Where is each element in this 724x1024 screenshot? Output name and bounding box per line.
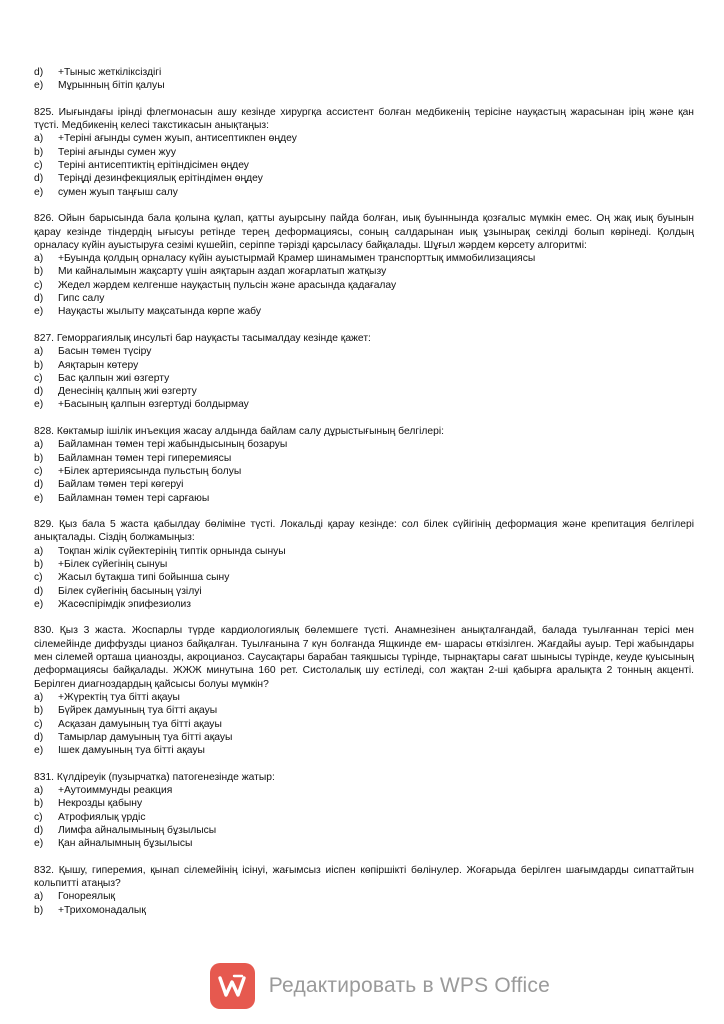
option: d) Байлам төмен тері көгеруі — [34, 479, 184, 491]
option: b) +Білек сүйегінің сынуы — [34, 558, 168, 570]
question-829 — [34, 518, 694, 611]
question-text: 826. Ойын барысында бала қолына құлап, қатты ауырсыну пайда болған, иық буыннында қозғалыс мүмкін емес. Оң жақ иық буынын қарау кезінде тіндердің ығысуы ретінде терең деформациясы, соның салдарынан иық ұзынырақ секілді болып көрінеді. Қолдың орналасу күйін ауыстыруға сезімі күшейіп, серіппе тәрізді қарсыласу байқалады. Шұғыл жәрдем көрсету алгоритмі: — [34, 213, 694, 251]
option: c) Атрофиялық үрдіс — [34, 811, 146, 823]
option: b) Теріні ағынды сумен жуу — [34, 146, 176, 158]
option: e) сумен жуып таңғыш салу — [34, 186, 178, 198]
option: e) Қан айналымның бұзылысы — [34, 838, 193, 850]
option: e) Науқасты жылыту мақсатында көрпе жабу — [34, 306, 262, 318]
question-text: 828. Көктамыр ішілік инъекция жасау алдында байлам салу дұрыстығының белгілері: — [34, 426, 445, 438]
question-text: 830. Қыз 3 жаста. Жоспарлы түрде кардиологиялық бөлемшеге түсті. Анамнезінен анықталғандай, балада туылғаннан терісі мен сілемейінде диффузды цианоз байқалған. Туылғанына 7 күн болғанда Ящкинде ем- шарасы өткізілген. Жағдайы ауыр. Тері жабындары мен сілемей орташа цианозды, акроцианоз. Саусақтары барабан таяқшысы түрінде, тырнақтары сағат шынысы түрінде, кеуде қуысының деформациясы байқалады. ЖЖЖ минутына 160 рет. Систолалық шу естіледі, сол жақтан 2-ші қабырға аралықта 2 тонның акценті. Берілген диагноздардың қайсысы болуы мүмкін? — [34, 625, 694, 690]
question-text: 825. Иығындағы ірінді флегмонасын ашу кезінде хирургқа ассистент болған медбикенің терісіне науқастың жарасынан ірің және қан түсті. Медбикенің келесі такстикасын анықтаңыз: — [34, 106, 694, 132]
option: c) Теріні антисептиктің ерітіндісімен өңдеу — [34, 160, 249, 172]
option: b) Байламнан төмен тері гиперемиясы — [34, 452, 232, 464]
option: a) +Жүректің туа бітті ақауы — [34, 691, 180, 703]
option: e) Байламнан төмен тері сарғаюы — [34, 492, 210, 504]
wps-w-glyph — [217, 971, 247, 1001]
wps-edit-banner[interactable] — [210, 960, 550, 1012]
question-text: 827. Геморрагиялық инсульті бар науқасты тасымалдау кезінде қажет: — [34, 332, 371, 344]
question-828 — [34, 425, 694, 505]
option: c) Асқазан дамуының туа бітті ақауы — [34, 718, 222, 730]
question-text: 831. Күлдіреуік (пузырчатка) патогенезінде жатыр: — [34, 771, 275, 783]
option: b) Аяқтарын көтеру — [34, 359, 139, 371]
option: a) Тоқпан жілік сүйектерінің типтік орнында сынуы — [34, 545, 286, 557]
option: e) Ішек дамуының туа бітті ақауы — [34, 745, 205, 757]
question-830 — [34, 624, 694, 757]
option: d) Теріңді дезинфекциялық ерітіндімен өңдеу — [34, 173, 263, 185]
document-body — [34, 66, 694, 930]
option: d) Гипс салу — [34, 293, 105, 305]
question-top-fragment — [34, 66, 694, 93]
option: a) Байламнан төмен тері жабындысының бозаруы — [34, 439, 288, 451]
option: e) +Басының қалпын өзгертуді болдырмау — [34, 399, 249, 411]
option: d) Тамырлар дамуының туа бітті ақауы — [34, 731, 233, 743]
question-text: 832. Қышу, гиперемия, қынап сілемейінің ісінуі, жағымсыз иіспен көпіршікті бөлінулер. Жоғарыда берілген шағымдарды сипаттайтын кольпитті атаңыз? — [34, 864, 694, 890]
option: a) Басын төмен түсіру — [34, 346, 152, 358]
option: c) +Білек артериясында пульстың болуы — [34, 465, 242, 477]
question-832 — [34, 864, 694, 917]
option: d) Денесінің қалпың жиі өзгерту — [34, 386, 197, 398]
wps-edit-label[interactable]: Редактировать в WPS Office — [268, 974, 550, 997]
question-831 — [34, 771, 694, 851]
option: e) Жасөспірімдік эпифезиолиз — [34, 598, 191, 610]
question-825 — [34, 106, 694, 199]
option: b) Бүйрек дамуының туа бітті ақауы — [34, 705, 218, 717]
option: b) Ми кайналымын жақсарту үшін аяқтарын аздап жоғарлатып жатқызу — [34, 266, 387, 278]
question-text: 829. Қыз бала 5 жаста қабылдау бөліміне түсті. Локальді қарау кезінде: сол білек сүйігінің деформация және крепитация белгілері анықталады. Сіздің болжамыңыз: — [34, 519, 694, 544]
option: d) +Тыныс жеткіліксіздігі — [34, 67, 162, 78]
option: a) +Аутоиммунды реакция — [34, 785, 173, 797]
option: d) Білек сүйегінің басының үзілуі — [34, 585, 202, 597]
question-827 — [34, 332, 694, 412]
option: b) +Трихомонадалық — [34, 904, 146, 916]
option: c) Жедел жәрдем келгенше науқастың пульсін және арасында қадағалау — [34, 279, 397, 291]
option: c) Бас қалпын жиі өзгерту — [34, 372, 170, 384]
option: b) Некрозды қабыну — [34, 798, 143, 810]
option: a) +Теріні ағынды сумен жуып, антисептикпен өңдеу — [34, 133, 297, 145]
question-826 — [34, 212, 694, 318]
wps-w-icon[interactable] — [210, 963, 255, 1009]
option: d) Лимфа айналымының бұзылысы — [34, 824, 217, 836]
option: c) Жасыл бұтақша типі бойынша сыну — [34, 572, 230, 584]
option: a) +Буында қолдың орналасу күйін ауыстырмай Крамер шинамымен транспорттық иммобилизациясы — [34, 253, 536, 265]
option: e) Мұрынның бітіп қалуы — [34, 80, 165, 92]
option: a) Гонореялық — [34, 891, 115, 903]
